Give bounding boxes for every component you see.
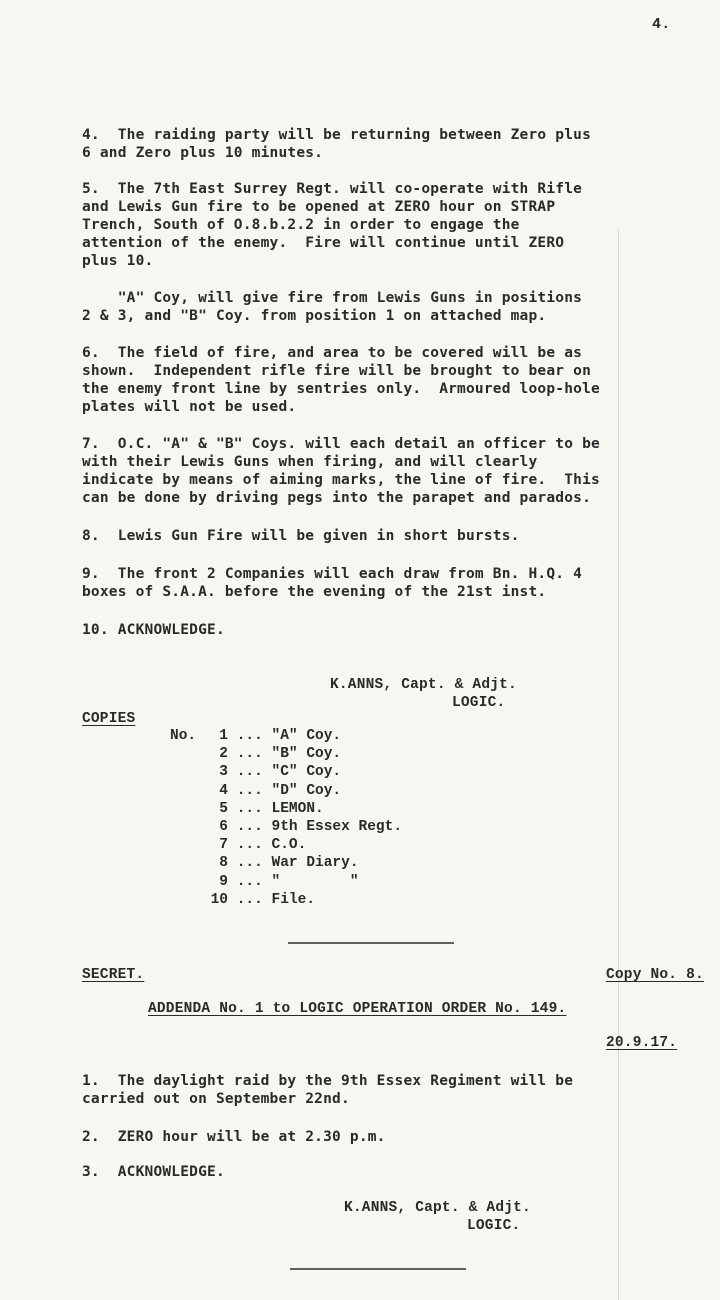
copy-destination: "D" Coy. [271, 782, 342, 799]
paragraph-8: 8. Lewis Gun Fire will be given in short bursts. [82, 528, 520, 544]
paper-fold-line [618, 230, 619, 1300]
copy-destination: File. [271, 891, 316, 908]
addenda-item-2: 2. ZERO hour will be at 2.30 p.m. [82, 1129, 386, 1145]
copy-dots-separator: ... [228, 782, 272, 799]
copy-dots-separator: ... [228, 837, 272, 854]
copies-list-item [170, 818, 402, 836]
copies-list-item [170, 873, 402, 891]
copy-number-index: 3 [219, 764, 228, 781]
copy-destination: "B" Coy. [271, 746, 342, 763]
paragraph-10: 10. ACKNOWLEDGE. [82, 622, 225, 638]
copy-destination: War Diary. [271, 855, 359, 872]
copy-dots-separator: ... [228, 746, 272, 763]
copy-dots-separator: ... [228, 891, 272, 908]
copies-list-item [170, 854, 402, 872]
copy-number-index: 4 [219, 782, 228, 799]
secret-label: SECRET. [82, 967, 145, 983]
copy-number-index: 9 [219, 873, 228, 890]
bottom-divider-rule [290, 1268, 466, 1270]
copy-dots-separator: ... [228, 819, 272, 836]
copy-number-index: 1 [219, 728, 228, 744]
copies-list-item [170, 727, 402, 745]
copy-destination: LEMON. [271, 800, 324, 817]
addenda-date: 20.9.17. [606, 1035, 678, 1051]
copy-dots-separator: ... [228, 764, 272, 781]
signature-1-unit: LOGIC. [452, 695, 506, 711]
copies-heading: COPIES [82, 711, 136, 727]
signature-2-name: K.ANNS, Capt. & Adjt. [344, 1200, 531, 1216]
copies-list-item [170, 891, 402, 909]
copy-number-index: 5 [219, 800, 228, 817]
signature-2-unit: LOGIC. [467, 1218, 521, 1234]
addenda-item-3: 3. ACKNOWLEDGE. [82, 1164, 225, 1180]
copy-number: Copy No. 8. [606, 967, 704, 983]
copies-list-item [170, 800, 402, 818]
paragraph-5: 5. The 7th East Surrey Regt. will co-operate with Rifle and Lewis Gun fire to be opened at ZERO hour on STRAP Trench, South of O.8.b.2.2 in order to engage the attention of the enemy. Fire will continue until ZERO plus 10. [82, 181, 583, 269]
copy-number-index: 8 [219, 855, 228, 872]
copy-number-index: 10 [210, 891, 228, 908]
paragraph-6: 6. The field of fire, and area to be covered will be as shown. Independent rifle fire will be brought to bear on the enemy front line by sentries only. Armoured loop-hole plates will not be used. [82, 345, 600, 415]
copy-dots-separator: ... [228, 855, 272, 872]
copy-number-index: 2 [219, 746, 228, 763]
copy-dots-separator: ... [228, 873, 272, 890]
paragraph-7: 7. O.C. "A" & "B" Coys. will each detail an officer to be with their Lewis Guns when firing, and will clearly indicate by means of aiming marks, the line of fire. This can be done by driving pegs into the parapet and parados. [82, 436, 600, 506]
addenda-title: ADDENDA No. 1 to LOGIC OPERATION ORDER No. 149. [148, 1001, 567, 1017]
copies-no-label: No. [170, 728, 197, 744]
copy-destination: C.O. [271, 837, 307, 854]
copies-list-item [170, 745, 402, 763]
page-number: 4. [652, 16, 671, 33]
divider-rule [288, 942, 454, 944]
copy-destination: "C" Coy. [271, 764, 342, 781]
copy-dots-separator: ... [228, 800, 272, 817]
copies-list-item [170, 836, 402, 854]
copy-destination: " " [271, 873, 359, 890]
paragraph-9: 9. The front 2 Companies will each draw from Bn. H.Q. 4 boxes of S.A.A. before the evening of the 21st inst. [82, 566, 583, 600]
copy-destination: "A" Coy. [271, 728, 342, 744]
copies-list-item [170, 763, 402, 781]
copy-number-index: 7 [219, 837, 228, 854]
signature-1-name: K.ANNS, Capt. & Adjt. [330, 677, 517, 693]
copy-number-index: 6 [219, 819, 228, 836]
copy-dots-separator: ... [228, 728, 272, 744]
copies-list [170, 727, 402, 909]
addenda-item-1: 1. The daylight raid by the 9th Essex Regiment will be carried out on September 22nd. [82, 1073, 574, 1107]
copy-destination: 9th Essex Regt. [271, 819, 403, 836]
paragraph-5-coy-fire: "A" Coy, will give fire from Lewis Guns in positions 2 & 3, and "B" Coy. from position 1 on attached map. [82, 290, 583, 324]
copies-list-item [170, 782, 402, 800]
paragraph-4: 4. The raiding party will be returning between Zero plus 6 and Zero plus 10 minutes. [82, 127, 591, 161]
